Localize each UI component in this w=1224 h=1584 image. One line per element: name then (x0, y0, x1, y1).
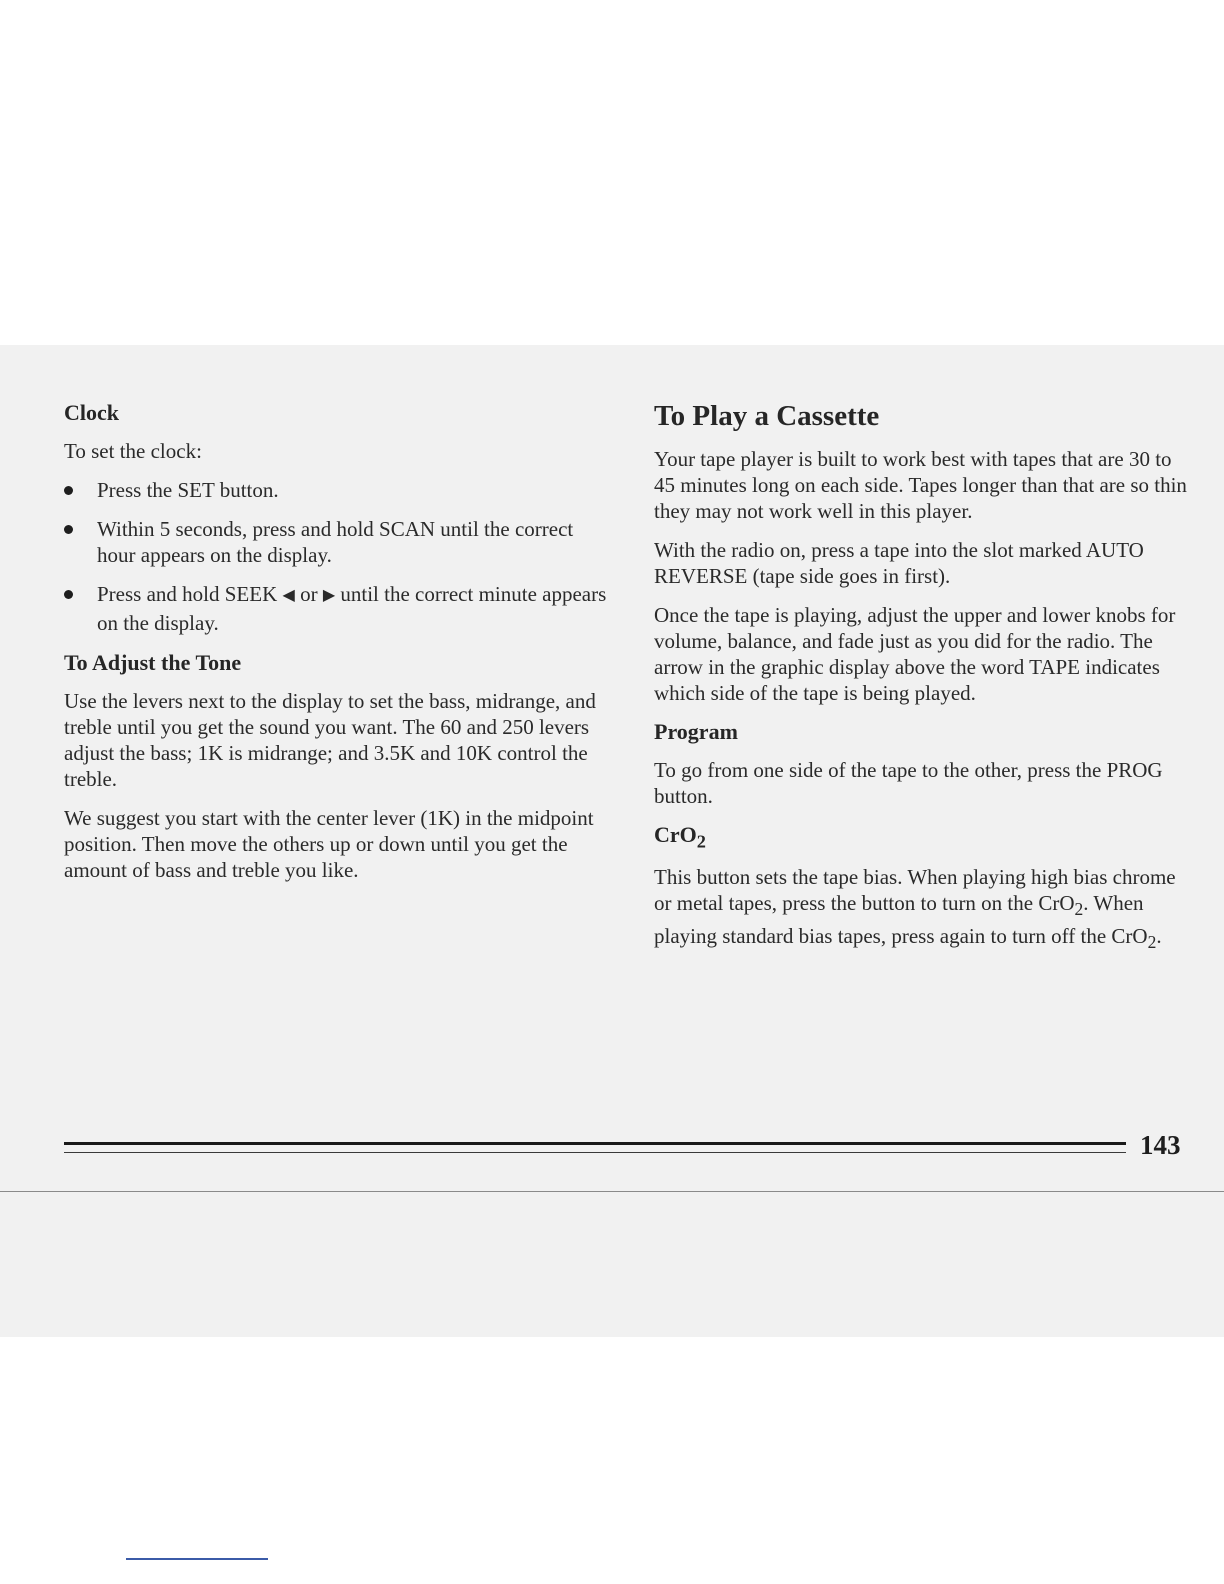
cro2-paragraph (654, 864, 1194, 954)
clock-step-1: Press the SET button. (97, 478, 279, 502)
bullet-icon (64, 525, 73, 534)
cro2-subscript-2: 2 (1147, 931, 1157, 952)
cassette-paragraph-1: Your tape player is built to work best with tapes that are 30 to 45 minutes long on each side. Tapes longer than that are so thin they may not work well in this player. (654, 447, 1187, 523)
cassette-paragraph-3: Once the tape is playing, adjust the upper and lower knobs for volume, balance, and fade just as you did for the radio. The arrow in the graphic display above the word TAPE indicates which side of the tape is being played. (654, 603, 1176, 705)
left-column (64, 400, 614, 896)
list-item (64, 516, 614, 568)
scan-edge-divider (0, 1191, 1224, 1192)
clock-heading: Clock (64, 400, 119, 425)
cro2-heading-subscript: 2 (696, 831, 706, 852)
cro2-heading-base: CrO (654, 822, 697, 847)
cro2-text-b: . When playing standard bias tapes, press again to turn off the CrO (654, 891, 1148, 948)
cro2-text-c: . (1156, 923, 1162, 948)
cro2-heading (654, 822, 1194, 852)
seek-right-arrow-icon: ▶ (322, 587, 336, 604)
tone-paragraph-2: We suggest you start with the center lever (1K) in the midpoint position. Then move the others up or down until you get the amount of bass and treble you like. (64, 806, 594, 882)
clock-steps-list (64, 477, 614, 636)
program-paragraph: To go from one side of the tape to the other, press the PROG button. (654, 758, 1163, 808)
footer-rule (64, 1142, 1126, 1145)
bullet-icon (64, 486, 73, 495)
cassette-heading: To Play a Cassette (654, 400, 880, 432)
footer-rule-thin (64, 1152, 1126, 1153)
cro2-text-a: This button sets the tape bias. When playing high bias chrome or metal tapes, press the button to turn on the CrO (654, 865, 1176, 916)
clock-intro: To set the clock: (64, 439, 202, 463)
seek-left-arrow-icon: ◀ (282, 587, 295, 604)
cassette-paragraph-2: With the radio on, press a tape into the slot marked AUTO REVERSE (tape side goes in first). (654, 538, 1144, 588)
bullet-icon (64, 590, 73, 599)
list-item (64, 477, 614, 503)
clock-step-2: Within 5 seconds, press and hold SCAN until the correct hour appears on the display. (97, 517, 574, 567)
right-column (654, 400, 1194, 968)
program-heading: Program (654, 719, 738, 744)
clock-step-3-before: Press and hold SEEK (97, 582, 278, 606)
list-item (64, 581, 614, 636)
cro2-subscript-1: 2 (1074, 899, 1084, 920)
tone-paragraph-1: Use the levers next to the display to set the bass, midrange, and treble until you get the sound you want. The 60 and 250 levers adjust the bass; 1K is midrange; and 3.5K and 10K control the treble. (64, 689, 596, 791)
clock-step-3-or: or (300, 582, 318, 606)
tone-heading: To Adjust the Tone (64, 650, 242, 675)
clock-step-3-after: until the correct minute appears on the display. (97, 582, 607, 635)
bottom-underline (126, 1558, 268, 1560)
page-number: 143 (1140, 1130, 1181, 1160)
